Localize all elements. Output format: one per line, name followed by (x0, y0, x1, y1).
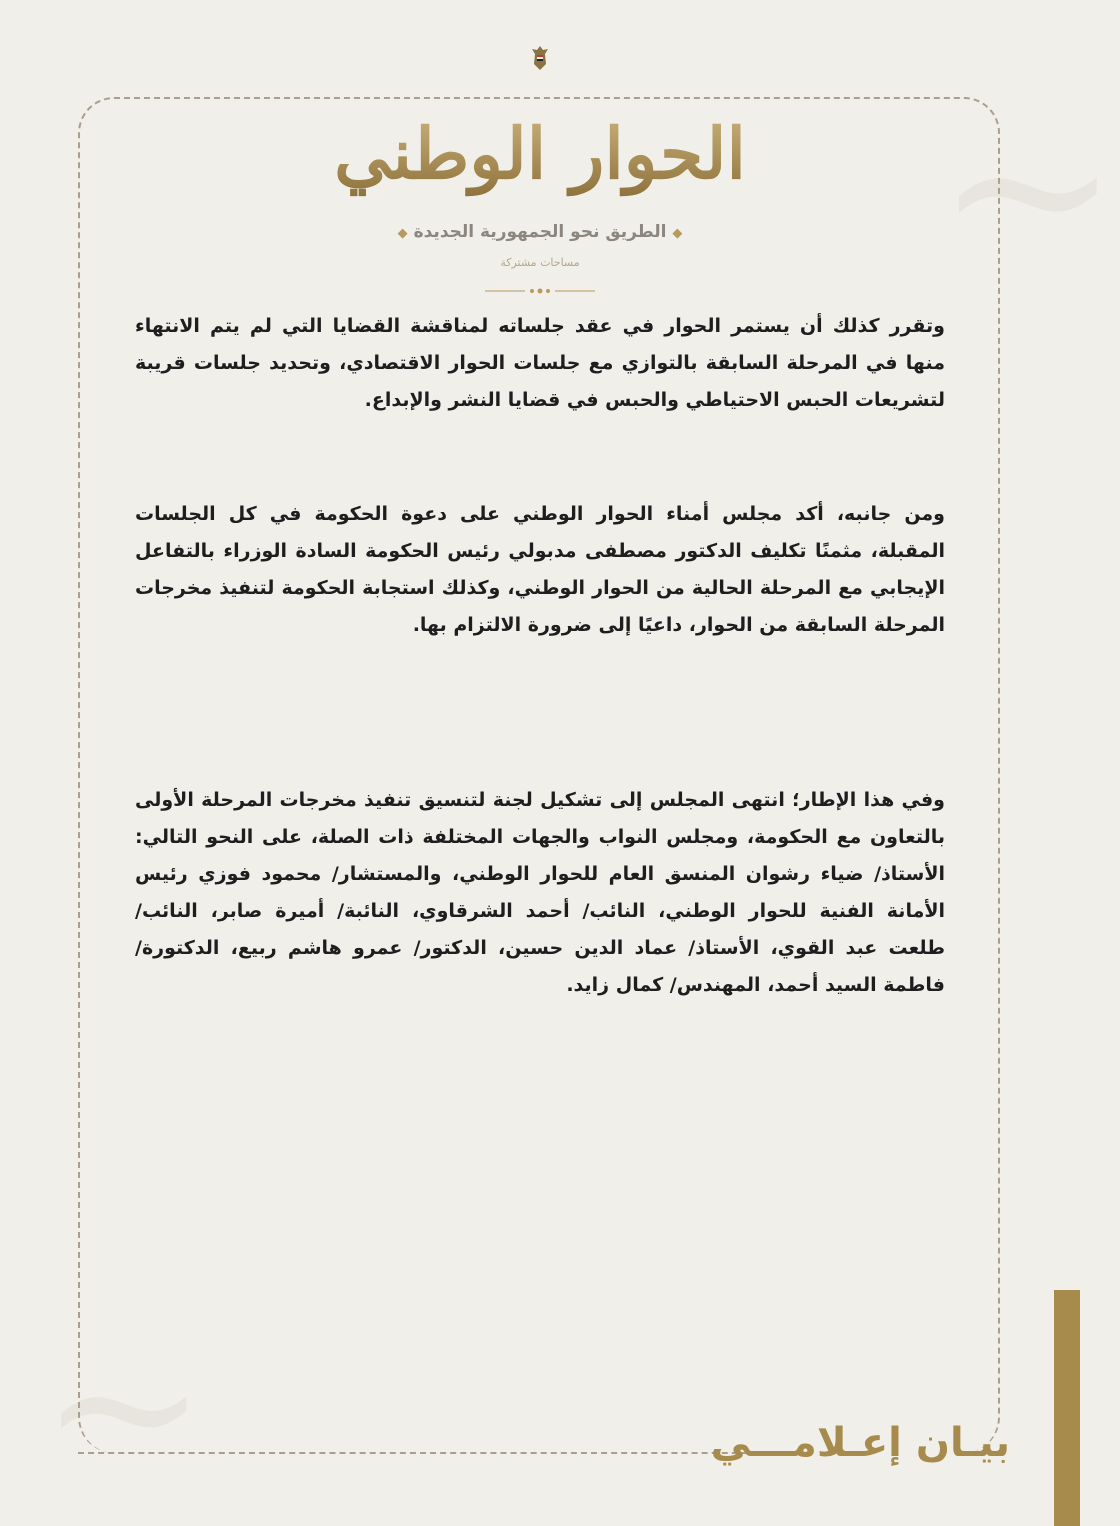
gold-side-bar (1054, 1290, 1080, 1526)
background-watermark-bottom: ~ (40, 1290, 208, 1523)
diamond-icon: ◆ (397, 226, 408, 241)
paragraph-2: ومن جانبه، أكد مجلس أمناء الحوار الوطني على دعوة الحكومة في كل الجلسات المقبلة، مثمنًا تكليف الدكتور مصطفى مدبولي رئيس الحكومة السادة الوزراء بالتفاعل الإيجابي مع المرحلة الحالية من الحوار الوطني، وكذلك استجابة الحكومة لتنفيذ مخرجات المرحلة السابقة من الحوار، داعيًا إلى ضرورة الالتزام بها. (135, 503, 945, 636)
tagline-text: الطريق نحو الجمهورية الجديدة (413, 222, 667, 242)
svg-text:الحوار الوطني: الحوار الوطني (334, 112, 746, 195)
dashed-frame (78, 97, 1000, 1453)
dashed-bottom-line (78, 1452, 768, 1454)
press-release-title: بيـان إعـلامـــي (710, 1420, 1010, 1466)
eagle-emblem-icon (530, 44, 550, 72)
divider-ornament-icon (480, 284, 600, 298)
subtagline: مساحات مشتركة (500, 256, 580, 269)
tagline (0, 222, 1080, 242)
background-watermark: ~ (935, 60, 1120, 316)
paragraph-3: وفي هذا الإطار؛ انتهى المجلس إلى تشكيل لجنة لتنسيق تنفيذ مخرجات المرحلة الأولى بالتعاون مع الحكومة، ومجلس النواب والجهات المختلفة ذات الصلة، على النحو التالي: الأستاذ/ ضياء رشوان المنسق العام للحوار الوطني، والمستشار/ محمود فوزي رئيس الأمانة الفنية للحوار الوطني، النائب/ أحمد الشرقاوي، النائبة/ أميرة صابر، النائب/ طلعت عبد القوي، الأستاذ/ عماد الدين حسين، الدكتور/ عمرو هاشم ربيع، الدكتورة/ فاطمة السيد أحمد، المهندس/ كمال زايد. (135, 789, 945, 996)
diamond-icon: ◆ (672, 226, 683, 241)
national-dialogue-logo (334, 98, 746, 208)
paragraph-1: وتقرر كذلك أن يستمر الحوار في عقد جلساته لمناقشة القضايا التي لم يتم الانتهاء منها في المرحلة السابقة بالتوازي مع جلسات الحوار الاقتصادي، وتحديد جلسات قريبة لتشريعات الحبس الاحتياطي والحبس في قضايا النشر والإبداع. (135, 315, 945, 411)
